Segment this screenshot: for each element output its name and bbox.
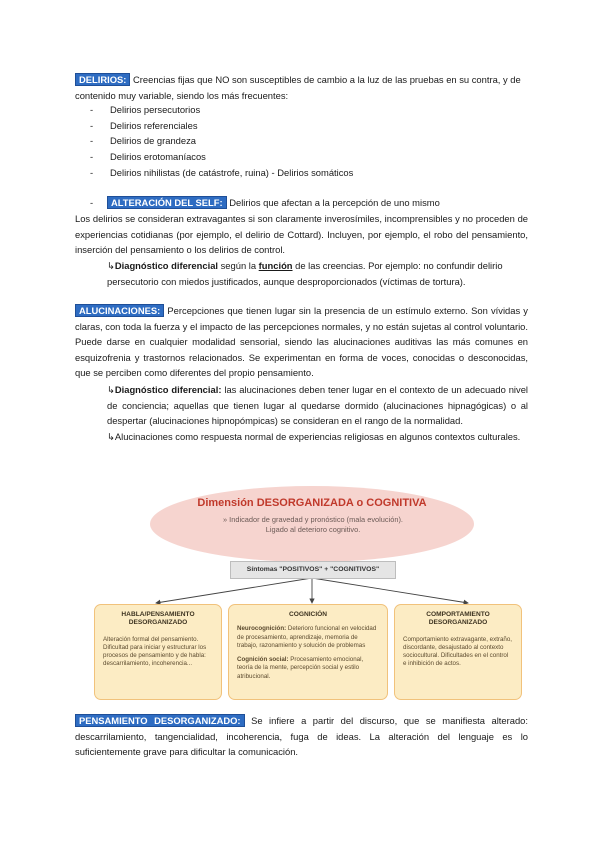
comportamiento-card (394, 604, 522, 700)
delirios-definition: Creencias fijas que NO son susceptibles de cambio a la luz de las pruebas en su contra, y de contenido muy variable, siendo los más frecuentes: (75, 74, 521, 101)
sintomas-box: Síntomas "POSITIVOS" + "COGNITIVOS" (230, 561, 396, 579)
alucinaciones-heading: ALUCINACIONES: (75, 304, 164, 317)
alucinaciones-definition: Percepciones que tienen lugar sin la presencia de un estímulo externo. Son vívidas y claras, con toda la fuerza y el impacto de las percepciones normales, y no están sujetas al control voluntario. Puede darse en cualquier modalidad sensorial, siendo las alucinaciones auditivas las más comunes en esquizofrenia y trastornos relacionados. Se experimentan en forma de voces, conocidas o desconocidas, que se perciben como diferentes del propio pensamiento. (75, 305, 528, 379)
self-definition: Delirios que afectan a la percepción de uno mismo (226, 197, 440, 208)
pensamiento-paragraph (75, 713, 528, 760)
pensamiento-definition: Se infiere a partir del discurso, que se manifiesta alterado: descarrilamiento, tangencialidad, incoherencia, fuga de ideas. La alteración del lenguaje es lo suficientemente grave para dificultar la comunicación. (75, 715, 528, 758)
list-item: - Delirios erotomaníacos (75, 149, 353, 165)
alucinaciones-paragraph (75, 303, 528, 381)
dimension-title: Dimensión DESORGANIZADA o COGNITIVA (197, 497, 427, 509)
connector-right (312, 578, 468, 603)
arrow-icon: ↳ (107, 431, 115, 442)
comportamiento-title: COMPORTAMIENTO DESORGANIZADO (426, 611, 490, 627)
cognicion-title: COGNICIÓN (288, 611, 328, 618)
diag-delirios-paragraph (75, 258, 528, 289)
arrow-icon: ↳ (107, 260, 115, 271)
self-line (90, 195, 440, 211)
delirios-list (75, 102, 353, 180)
connector-left (156, 578, 312, 603)
pensamiento-heading: PENSAMIENTO DESORGANIZADO: (75, 714, 245, 727)
cognicion-card (228, 604, 388, 700)
list-item: - Delirios nihilistas (de catástrofe, ruina) - Delirios somáticos (75, 165, 353, 181)
list-item: - Delirios persecutorios (75, 102, 353, 118)
diag-alucinaciones-rest: las alucinaciones deben tener lugar en el contexto de un adecuado nivel de conciencia; aquellas que tienen lugar al quedarse dormido (alucinaciones hipnagógicas) o al despertar (alucinaciones hipnopómpicas) se consideran en el rango de la normalidad. (107, 384, 528, 427)
dimension-diagram (88, 477, 528, 705)
habla-card (94, 604, 222, 700)
social-text: Procesamiento emocional, teoría de la mente, percepción social y estilo atribucional. (237, 656, 364, 680)
social-label: Cognición social: (237, 656, 289, 664)
habla-title: HABLA/PENSAMIENTO DESORGANIZADO (121, 611, 195, 627)
diag-delirios-rest: de las creencias. Por ejemplo: no confundir delirio persecutorio con miedos justificados, aunque desproporcionados (víctimas de tortura). (107, 260, 503, 287)
arrow-icon: ↳ (107, 384, 115, 395)
comportamiento-text: Comportamiento extravagante, extraño, discordante, desajustado al contexto sociocultural. Dificultades en el control e inhibición de actos. (403, 635, 513, 668)
diag-delirios-bold: Diagnóstico diferencial (114, 260, 219, 271)
delirios-heading: DELIRIOS: (75, 73, 130, 86)
self-dash: - (90, 197, 94, 208)
diag-alucinaciones-paragraph (75, 382, 528, 429)
self-heading: ALTERACIÓN DEL SELF: (107, 196, 227, 209)
diag-delirios-mid: según la (218, 260, 259, 271)
delirios-paragraph (75, 72, 528, 103)
diag-alucinaciones-bold: Diagnóstico diferencial: (114, 384, 222, 395)
dimension-subtitle: » Indicador de gravedad y pronóstico (mala evolución). Ligado al deterioro cognitivo. (223, 515, 403, 534)
neuro-text: Deterioro funcional en velocidad de procesamiento, aprendizaje, memoria de trabajo, razonamiento y solución de problemas (237, 625, 377, 649)
religiosas-paragraph (75, 429, 528, 445)
list-item: - Delirios de grandeza (75, 133, 353, 149)
neuro-label: Neurocognición: (237, 625, 287, 633)
diag-delirios-underlined: función (258, 260, 293, 271)
list-item: - Delirios referenciales (75, 118, 353, 134)
extravagantes-paragraph: Los delirios se consideran extravagantes si son claramente inverosímiles, incomprensibles y no proceden de experiencias cotidianas (por ejemplo, el delirio de Cottard). Incluyen, por ejemplo, el robo del pensamiento, inserción del pensamiento o los delirios de control. (75, 213, 528, 256)
religiosas-text: Alucinaciones como respuesta normal de experiencias religiosas en algunos contextos culturales. (114, 431, 521, 442)
habla-text: Alteración formal del pensamiento. Dificultad para iniciar y estructurar los procesos de pensamiento y de habla: descarrilamiento, incoherencia... (103, 635, 207, 668)
